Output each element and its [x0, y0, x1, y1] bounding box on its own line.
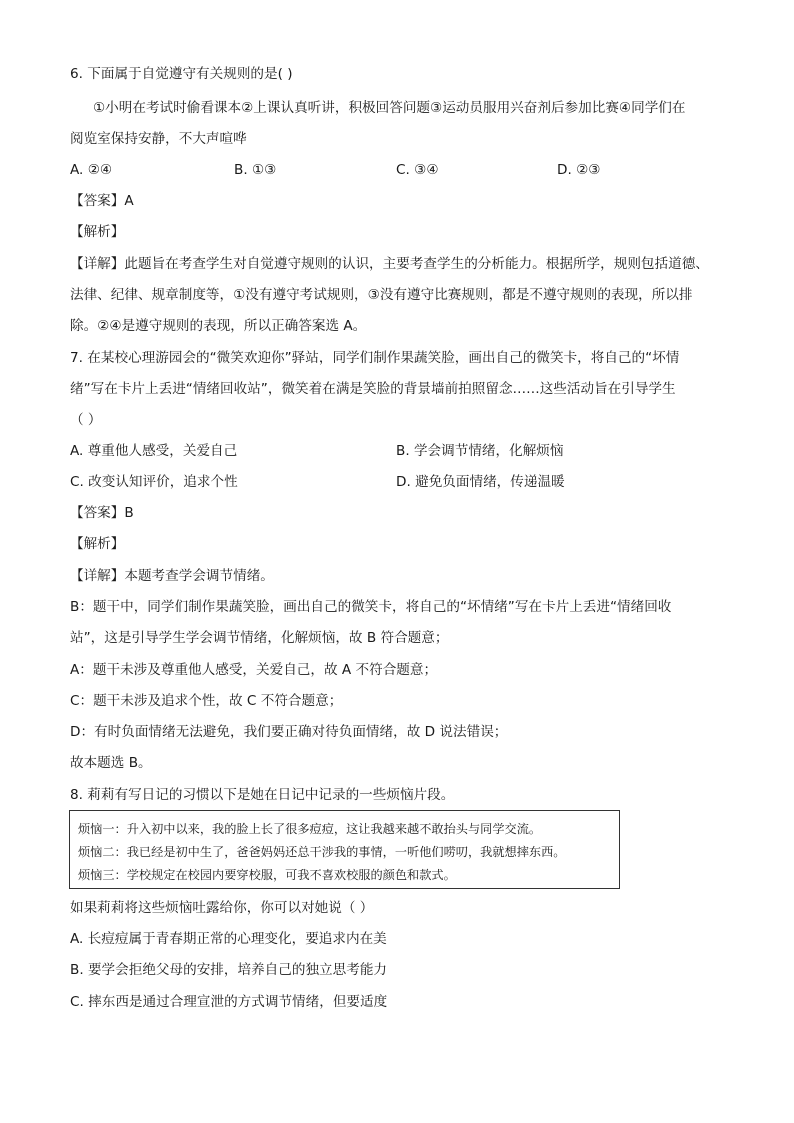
q7-option-a: A. 尊重他人感受，关爱自己: [70, 443, 238, 459]
q6-option-c: C. ③④: [396, 162, 439, 178]
q7-c-explanation: C：题干未涉及追求个性，故 C 不符合题意；: [70, 693, 343, 709]
q7-answer: 【答案】B: [70, 505, 134, 521]
q7-d-explanation: D：有时负面情绪无法避免，我们要正确对待负面情绪，故 D 说法错误；: [70, 724, 508, 740]
q7-option-c: C. 改变认知评价，追求个性: [70, 474, 238, 490]
q7-option-b: B. 学会调节情绪，化解烦恼: [396, 443, 564, 459]
q7-a-explanation: A：题干未涉及尊重他人感受，关爱自己，故 A 不符合题意；: [70, 662, 438, 678]
q6-answer: 【答案】A: [70, 193, 134, 209]
q6-option-b: B. ①③: [234, 162, 277, 178]
q6-analysis-heading: 【解析】: [70, 224, 125, 240]
q6-option-d: D. ②③: [557, 162, 601, 178]
q7-stem-line-1: 7. 在某校心理游园会的“微笑欢迎你”驿站，同学们制作果蔬笑脸，画出自己的微笑卡，将自己的“坏情: [70, 350, 680, 366]
q8-diary-line-2: 烦恼二：我已经是初中生了，爸爸妈妈还总干涉我的事情，一听他们唠叨，我就想摔东西。: [78, 845, 566, 859]
q6-stem: 6. 下面属于自觉遵守有关规则的是( ): [70, 66, 293, 82]
q6-detail-line-3: 除。②④是遵守规则的表现，所以正确答案选 A。: [70, 318, 367, 334]
q8-question: 如果莉莉将这些烦恼吐露给你，你可以对她说（ ）: [70, 900, 374, 916]
q8-diary-line-1: 烦恼一：升入初中以来，我的脸上长了很多痘痘，这让我越来越不敢抬头与同学交流。: [78, 822, 542, 836]
q8-option-a: A. 长痘痘属于青春期正常的心理变化，要追求内在美: [70, 931, 387, 947]
q6-option-a: A. ②④: [70, 162, 113, 178]
q8-option-b: B. 要学会拒绝父母的安排，培养自己的独立思考能力: [70, 962, 388, 978]
q7-option-d: D. 避免负面情绪，传递温暖: [396, 474, 565, 490]
q8-stem: 8. 莉莉有写日记的习惯以下是她在日记中记录的一些烦恼片段。: [70, 787, 455, 803]
q8-diary-line-3: 烦恼三：学校规定在校园内要穿校服，可我不喜欢校服的颜色和款式。: [78, 868, 456, 882]
q7-b-explanation-line-1: B：题干中，同学们制作果蔬笑脸，画出自己的微笑卡，将自己的“坏情绪”写在卡片上丢进“情绪回收: [70, 599, 672, 615]
q7-analysis-heading: 【解析】: [70, 536, 125, 552]
q6-material-line-1: ①小明在考试时偷看课本②上课认真听讲，积极回答问题③运动员服用兴奋剂后参加比赛④同学们在: [93, 100, 686, 116]
q6-detail-line-1: 【详解】此题旨在考查学生对自觉遵守规则的认识，主要考查学生的分析能力。根据所学，规则包括道德、: [70, 256, 709, 272]
q7-detail: 【详解】本题考查学会调节情绪。: [70, 568, 274, 584]
q7-conclusion: 故本题选 B。: [70, 755, 152, 771]
q7-b-explanation-line-2: 站”，这是引导学生学会调节情绪，化解烦恼，故 B 符合题意；: [70, 630, 449, 646]
q6-detail-line-2: 法律、纪律、规章制度等，①没有遵守考试规则，③没有遵守比赛规则，都是不遵守规则的表现，所以排: [70, 287, 693, 303]
q8-option-c: C. 摔东西是通过合理宣泄的方式调节情绪，但要适度: [70, 994, 388, 1010]
q6-material-line-2: 阅览室保持安静，不大声喧哗: [70, 131, 247, 147]
q7-stem-line-3: （ ）: [70, 412, 102, 428]
q7-stem-line-2: 绪”写在卡片上丢进“情绪回收站”，微笑着在满是笑脸的背景墙前拍照留念……这些活动旨在引导学生: [70, 381, 676, 397]
q8-diary-box: [69, 810, 620, 889]
